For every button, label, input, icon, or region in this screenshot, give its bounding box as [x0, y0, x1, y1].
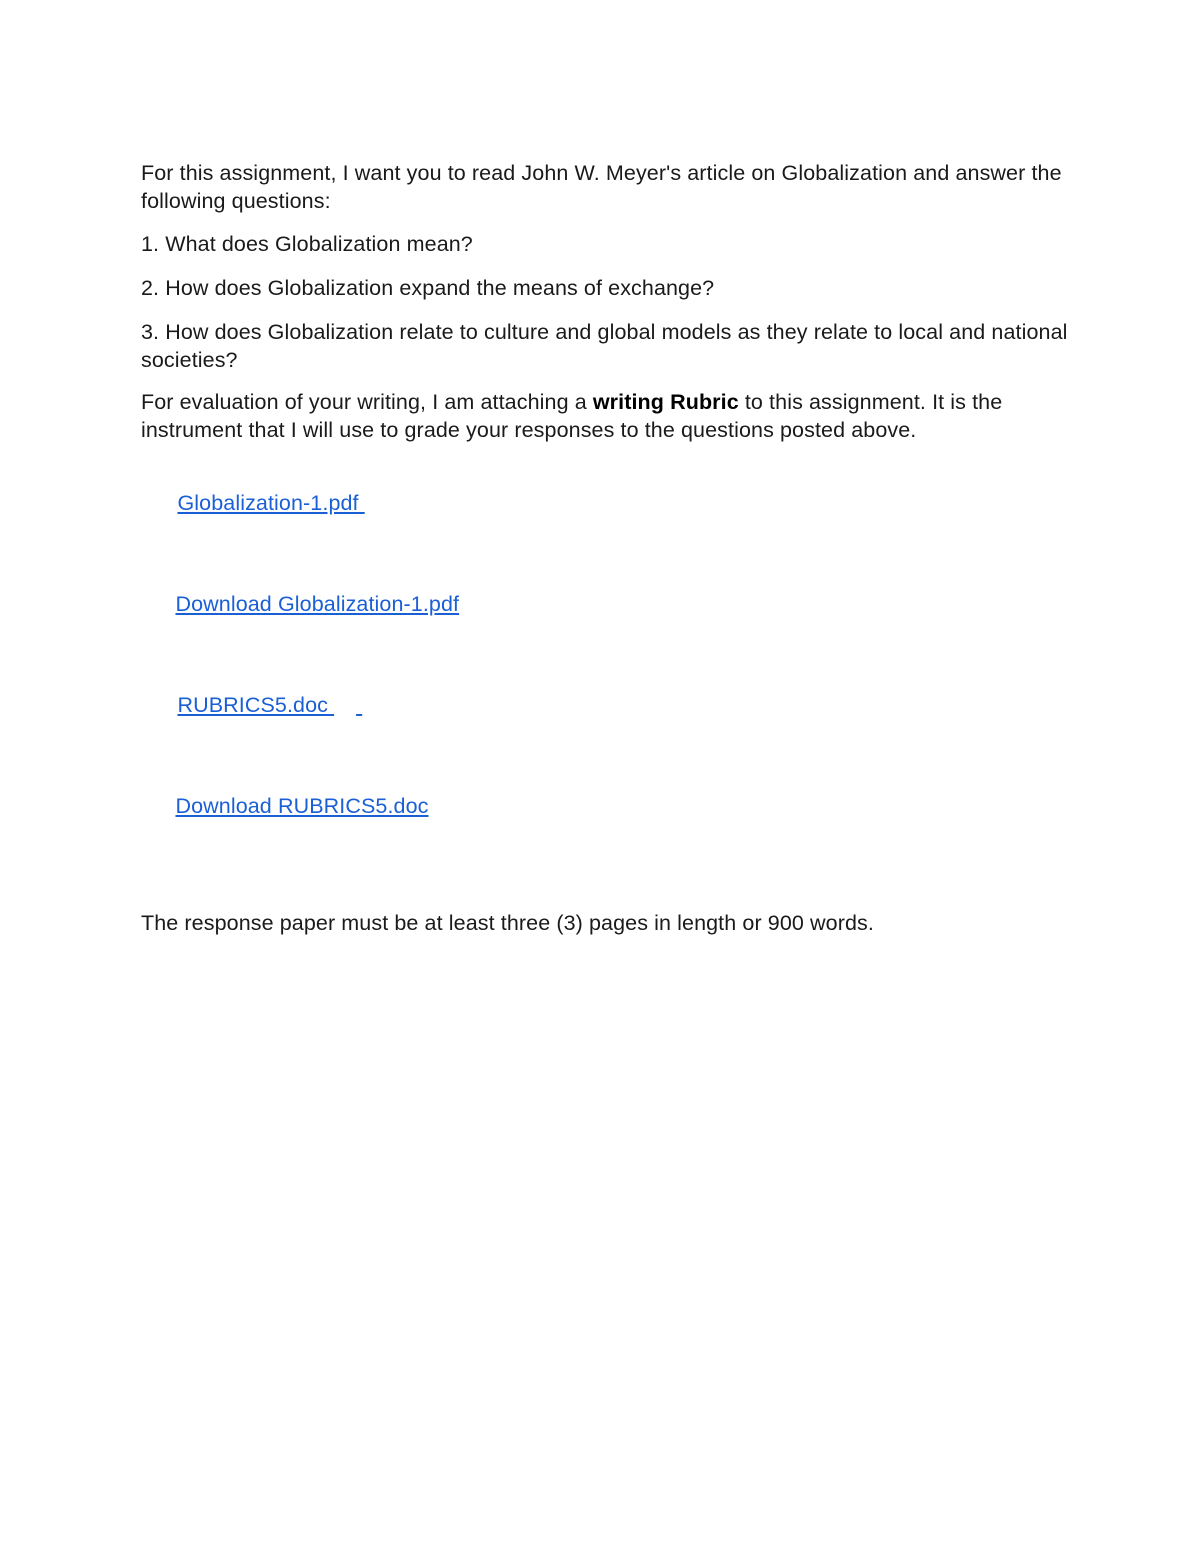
evaluation-text-after: to this assignment. It is the instrument that I will use to grade your responses to the questions posted above.	[141, 390, 1003, 442]
link-row-rubrics	[141, 663, 1071, 747]
download-globalization-pdf-link[interactable]: Download Globalization-1.pdf	[175, 592, 460, 616]
evaluation-text-before: For evaluation of your writing, I am attaching a	[141, 390, 593, 414]
length-requirement-paragraph: The response paper must be at least three (3) pages in length or 900 words.	[141, 911, 874, 935]
question-3: 3. How does Globalization relate to culture and global models as they relate to local and national societies?	[141, 320, 1068, 372]
globalization-pdf-link[interactable]: Globalization-1.pdf	[177, 491, 365, 515]
spacer	[141, 865, 1071, 909]
link-row-download-rubrics	[139, 764, 1071, 848]
question-1: 1. What does Globalization mean?	[141, 232, 473, 256]
writing-rubric-emphasis: writing Rubric	[592, 390, 739, 414]
stray-link-fragment[interactable]	[356, 693, 362, 717]
rubrics-doc-link[interactable]: RUBRICS5.doc	[177, 693, 335, 717]
evaluation-paragraph	[141, 388, 1071, 444]
link-row-globalization	[141, 461, 1071, 545]
intro-paragraph: For this assignment, I want you to read John W. Meyer's article on Globalization and answer the following questions:	[141, 161, 1062, 213]
link-row-download-globalization	[139, 562, 1071, 646]
download-rubrics-doc-link[interactable]: Download RUBRICS5.doc	[175, 794, 429, 818]
assignment-body	[141, 159, 1071, 951]
question-2: 2. How does Globalization expand the means of exchange?	[141, 276, 715, 300]
